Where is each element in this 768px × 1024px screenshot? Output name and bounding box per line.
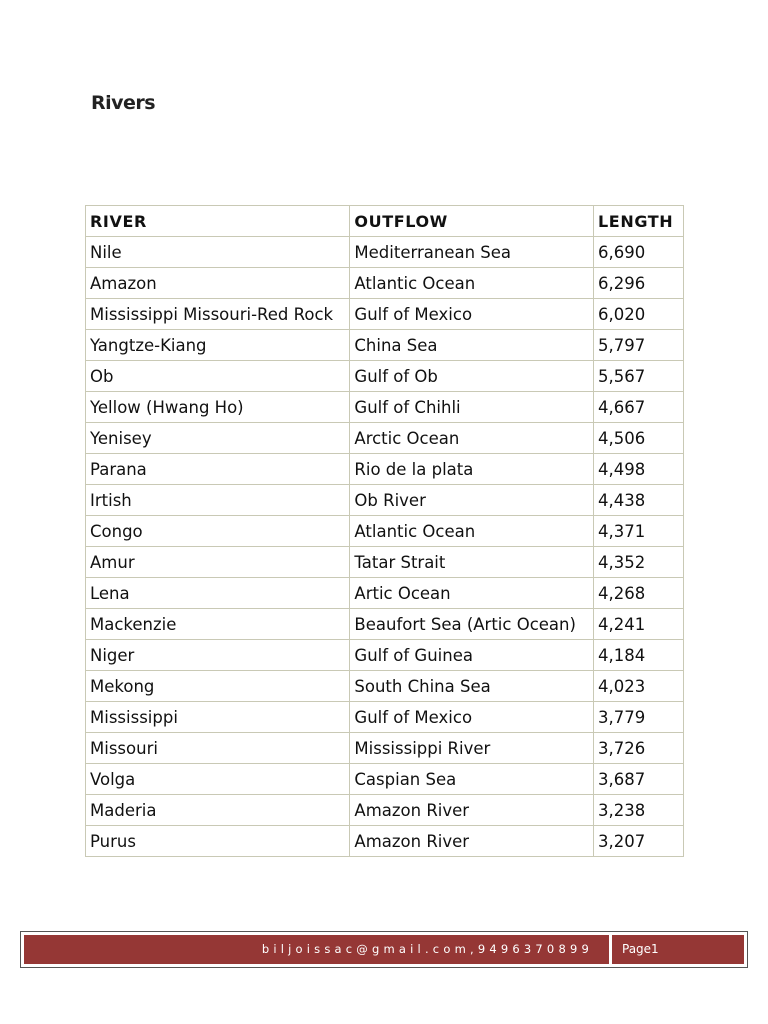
cell-river: Mekong [86,671,350,702]
cell-river: Lena [86,578,350,609]
cell-outflow: Gulf of Guinea [350,640,594,671]
table-row [86,795,684,826]
table-row [86,485,684,516]
cell-length: 5,797 [594,330,684,361]
table-row [86,454,684,485]
table-row [86,702,684,733]
cell-outflow: Mississippi River [350,733,594,764]
footer-divider [609,935,612,964]
cell-length: 6,296 [594,268,684,299]
cell-length: 4,268 [594,578,684,609]
cell-outflow: Artic Ocean [350,578,594,609]
cell-outflow: South China Sea [350,671,594,702]
cell-outflow: China Sea [350,330,594,361]
footer-contact: biljoissac@gmail.com,9496370899 [261,942,593,956]
cell-outflow: Arctic Ocean [350,423,594,454]
cell-outflow: Gulf of Mexico [350,702,594,733]
cell-length: 4,506 [594,423,684,454]
table-row [86,609,684,640]
cell-length: 6,020 [594,299,684,330]
cell-river: Congo [86,516,350,547]
table-row [86,764,684,795]
cell-outflow: Atlantic Ocean [350,516,594,547]
cell-river: Mississippi Missouri-Red Rock [86,299,350,330]
table-row [86,268,684,299]
page-footer [20,931,748,968]
table-row [86,826,684,857]
page-title: Rivers [91,92,156,114]
cell-length: 3,207 [594,826,684,857]
cell-outflow: Ob River [350,485,594,516]
cell-outflow: Beaufort Sea (Artic Ocean) [350,609,594,640]
column-header-length: LENGTH [594,206,684,237]
cell-outflow: Caspian Sea [350,764,594,795]
cell-river: Irtish [86,485,350,516]
page-number: Page1 [622,942,659,956]
column-header-river: RIVER [86,206,350,237]
cell-length: 3,238 [594,795,684,826]
cell-length: 3,687 [594,764,684,795]
cell-river: Nile [86,237,350,268]
cell-length: 4,438 [594,485,684,516]
cell-length: 5,567 [594,361,684,392]
cell-outflow: Atlantic Ocean [350,268,594,299]
table-row [86,361,684,392]
cell-outflow: Tatar Strait [350,547,594,578]
cell-length: 4,352 [594,547,684,578]
cell-length: 3,779 [594,702,684,733]
cell-river: Amazon [86,268,350,299]
cell-river: Mississippi [86,702,350,733]
cell-length: 4,667 [594,392,684,423]
cell-outflow: Gulf of Chihli [350,392,594,423]
cell-river: Missouri [86,733,350,764]
cell-river: Volga [86,764,350,795]
table-row [86,640,684,671]
rivers-table [85,205,684,857]
table-row [86,578,684,609]
table-row [86,237,684,268]
table-row [86,547,684,578]
table-row [86,392,684,423]
table-row [86,671,684,702]
cell-length: 6,690 [594,237,684,268]
cell-outflow: Amazon River [350,795,594,826]
table-row [86,423,684,454]
cell-outflow: Amazon River [350,826,594,857]
table-header-row [86,206,684,237]
table-row [86,733,684,764]
cell-river: Purus [86,826,350,857]
cell-river: Yangtze-Kiang [86,330,350,361]
cell-outflow: Gulf of Mexico [350,299,594,330]
table-row [86,516,684,547]
table-row [86,330,684,361]
cell-length: 4,371 [594,516,684,547]
footer-band [24,935,744,964]
cell-river: Parana [86,454,350,485]
cell-river: Maderia [86,795,350,826]
cell-outflow: Gulf of Ob [350,361,594,392]
cell-river: Yenisey [86,423,350,454]
table-row [86,299,684,330]
cell-river: Mackenzie [86,609,350,640]
cell-river: Ob [86,361,350,392]
cell-outflow: Mediterranean Sea [350,237,594,268]
cell-river: Amur [86,547,350,578]
cell-river: Yellow (Hwang Ho) [86,392,350,423]
cell-length: 3,726 [594,733,684,764]
cell-length: 4,184 [594,640,684,671]
cell-river: Niger [86,640,350,671]
cell-length: 4,498 [594,454,684,485]
cell-length: 4,241 [594,609,684,640]
table-body [86,237,684,857]
cell-outflow: Rio de la plata [350,454,594,485]
cell-length: 4,023 [594,671,684,702]
column-header-outflow: OUTFLOW [350,206,594,237]
